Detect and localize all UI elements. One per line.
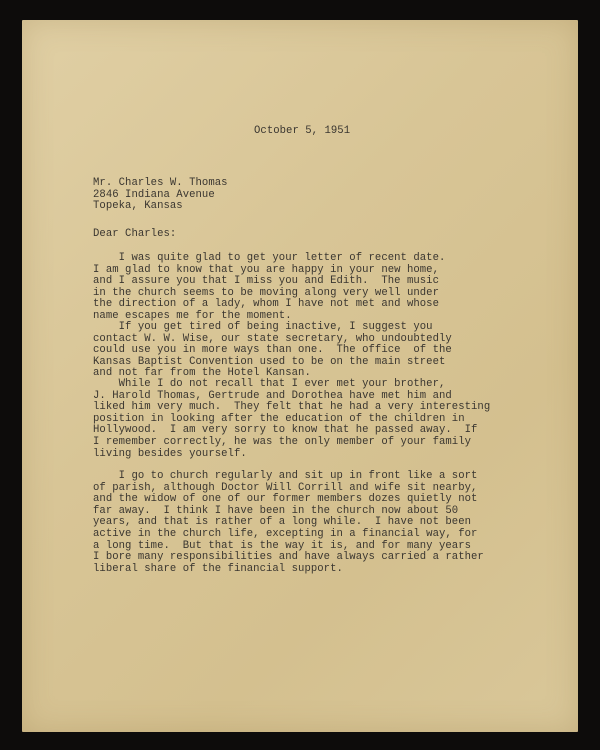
paragraph-line: I was quite glad to get your letter of recent date. xyxy=(93,252,446,264)
paragraph-line: I bore many responsibilities and have always carried a rather xyxy=(93,551,484,564)
paragraph-line: liberal share of the financial support. xyxy=(93,562,343,575)
paragraph-line: far away. I think I have been in the church now about 50 xyxy=(93,504,459,517)
paragraph-1 xyxy=(93,253,445,323)
paragraph-line: contact W. W. Wise, our state secretary, who undoubtedly xyxy=(93,332,452,345)
paragraph-line: the direction of a lady, whom I have not met and whose xyxy=(93,298,439,311)
paragraph-line: liked him very much. They felt that he had a very interesting xyxy=(93,401,491,414)
paragraph-line: of parish, although Doctor Will Corrill and wife sit nearby, xyxy=(93,481,478,494)
recipient-city: Topeka, Kansas xyxy=(93,200,183,213)
salutation: Dear Charles: xyxy=(93,228,177,240)
paragraph-line: active in the church life, excepting in a financial way, for xyxy=(93,527,478,540)
paragraph-line: Hollywood. I am very sorry to know that he passed away. If xyxy=(93,424,478,437)
paragraph-line: I remember correctly, he was the only member of your family xyxy=(93,435,472,448)
paragraph-line: in the church seems to be moving along very well under xyxy=(93,286,439,299)
recipient-name: Mr. Charles W. Thomas xyxy=(93,177,228,189)
letter-page xyxy=(22,20,578,732)
paragraph-line: While I do not recall that I ever met your brother, xyxy=(93,378,446,390)
paragraph-line: could use you in more ways than one. The office of the xyxy=(93,344,452,357)
paragraph-line: I am glad to know that you are happy in your new home, xyxy=(93,263,439,276)
paragraph-line: years, and that is rather of a long while. I have not been xyxy=(93,516,472,529)
paragraph-line: and I assure you that I miss you and Edith. The music xyxy=(93,275,439,288)
paragraph-2 xyxy=(93,322,452,380)
paragraph-line: living besides yourself. xyxy=(93,447,247,460)
paragraph-3 xyxy=(93,379,490,460)
paragraph-line: J. Harold Thomas, Gertrude and Dorothea have met him and xyxy=(93,389,452,402)
paragraph-line: If you get tired of being inactive, I suggest you xyxy=(93,321,433,333)
paragraph-line: Kansas Baptist Convention used to be on the main street xyxy=(93,355,446,368)
recipient-street: 2846 Indiana Avenue xyxy=(93,188,215,201)
paragraph-line: and the widow of one of our former members dozes quietly not xyxy=(93,493,478,506)
paragraph-line: position in looking after the education of the children in xyxy=(93,412,465,425)
paragraph-line: name escapes me for the moment. xyxy=(93,309,292,322)
recipient-address xyxy=(93,178,228,213)
paragraph-4 xyxy=(93,471,484,575)
letter-text xyxy=(22,20,578,732)
paragraph-line: I go to church regularly and sit up in front like a sort xyxy=(93,470,478,482)
letter-date: October 5, 1951 xyxy=(254,125,351,137)
paragraph-line: and not far from the Hotel Kansan. xyxy=(93,367,311,380)
paragraph-line: a long time. But that is the way it is, and for many years xyxy=(93,539,472,552)
